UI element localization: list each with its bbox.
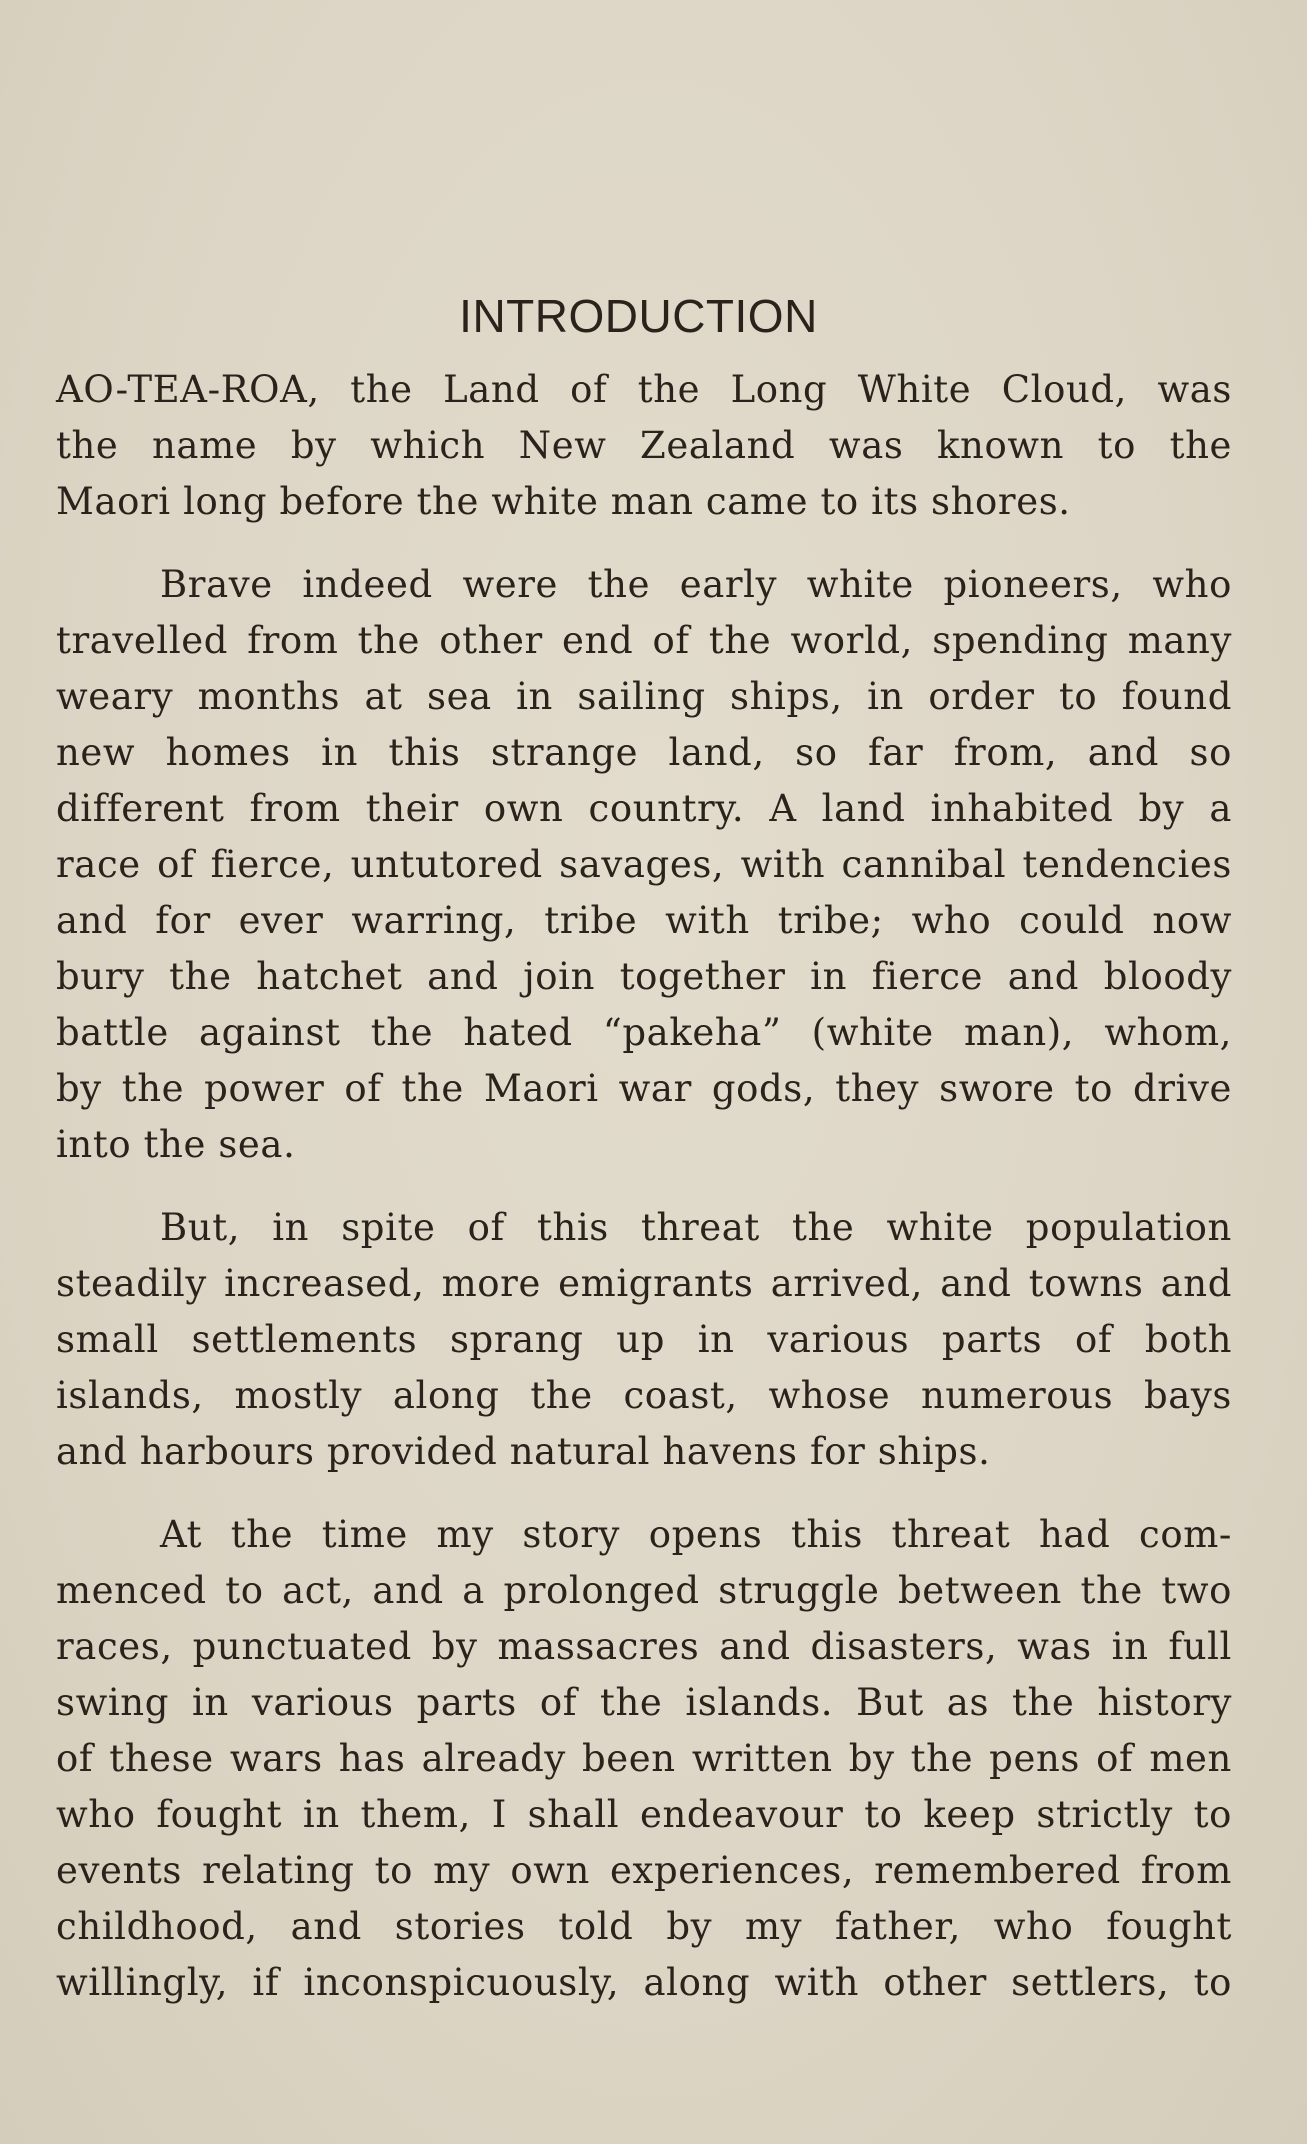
text-line: different from their own country. A land inhabited by a <box>56 787 1232 830</box>
text-line: islands, mostly along the coast, whose numerous bays <box>56 1374 1232 1417</box>
text-line: of these wars has already been written by the pens of men <box>56 1737 1232 1780</box>
chapter-heading: INTRODUCTION <box>459 290 818 342</box>
text-line: into the sea. <box>56 1123 296 1166</box>
text-line: bury the hatchet and join together in fierce and bloody <box>56 955 1232 998</box>
text-line: At the time my story opens this threat had com- <box>160 1513 1232 1556</box>
text-line: race of fierce, untutored savages, with cannibal tendencies <box>56 843 1232 886</box>
text-line: travelled from the other end of the world, spending many <box>56 619 1232 662</box>
text-line: childhood, and stories told by my father, who fought <box>56 1905 1232 1948</box>
text-line: races, punctuated by massacres and disasters, was in full <box>56 1625 1232 1668</box>
text-line: AO-TEA-ROA, the Land of the Long White Cloud, was <box>56 368 1232 411</box>
body-text <box>56 362 1232 2038</box>
text-line: small settlements sprang up in various parts of both <box>56 1318 1232 1361</box>
text-line: steadily increased, more emigrants arrived, and towns and <box>56 1262 1232 1305</box>
text-line: and for ever warring, tribe with tribe; who could now <box>56 899 1232 942</box>
text-line: weary months at sea in sailing ships, in order to found <box>56 675 1232 718</box>
text-line: But, in spite of this threat the white population <box>160 1206 1232 1249</box>
text-line: Brave indeed were the early white pioneers, who <box>160 563 1232 606</box>
text-line: events relating to my own experiences, remembered from <box>56 1849 1232 1892</box>
text-line: menced to act, and a prolonged struggle between the two <box>56 1569 1232 1612</box>
paragraph-2 <box>56 557 1232 1173</box>
text-line: by the power of the Maori war gods, they swore to drive <box>56 1067 1232 1110</box>
text-line: new homes in this strange land, so far from, and so <box>56 731 1232 774</box>
text-line: who fought in them, I shall endeavour to keep strictly to <box>56 1793 1232 1836</box>
text-line: and harbours provided natural havens for ships. <box>56 1430 991 1473</box>
text-line: the name by which New Zealand was known to the <box>56 424 1232 467</box>
text-line: willingly, if inconspicuously, along with other settlers, to <box>56 1961 1232 2004</box>
paragraph-4 <box>56 1507 1232 2011</box>
text-line: battle against the hated “pakeha” (white man), whom, <box>56 1011 1232 1054</box>
text-line: swing in various parts of the islands. But as the history <box>56 1681 1232 1724</box>
paragraph-1 <box>56 362 1232 530</box>
paragraph-3 <box>56 1200 1232 1480</box>
text-line: Maori long before the white man came to its shores. <box>56 480 1071 523</box>
